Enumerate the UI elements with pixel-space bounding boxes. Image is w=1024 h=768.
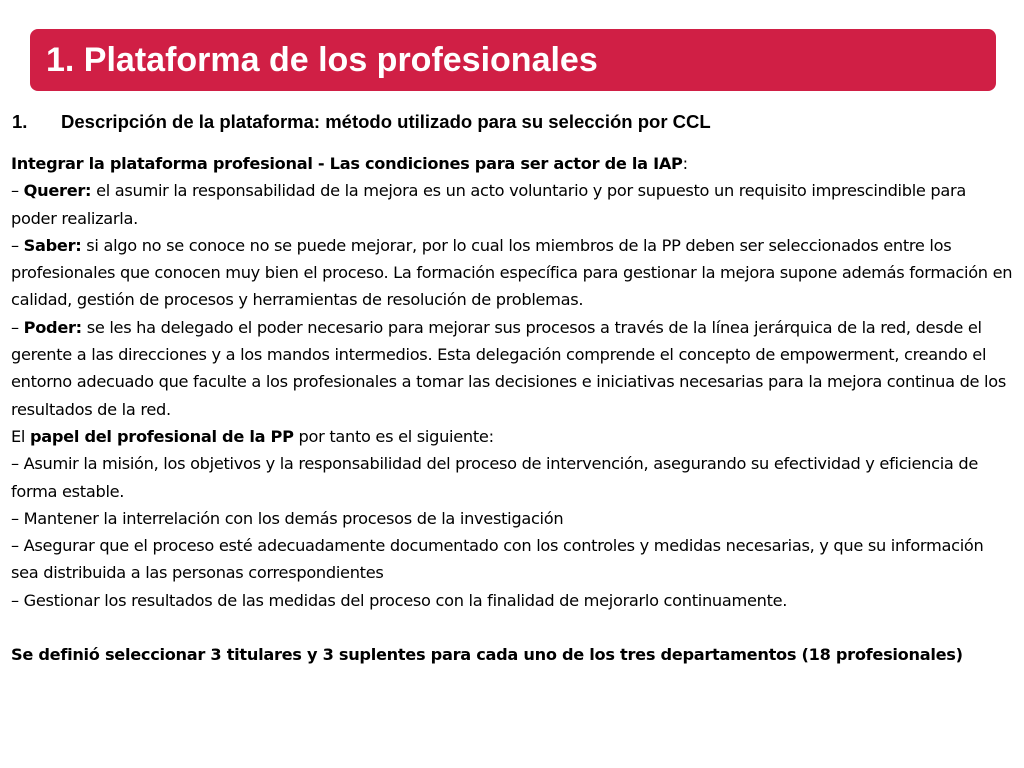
role-item: – Gestionar los resultados de las medidas del proceso con la finalidad de mejorarlo continuamente. — [11, 590, 788, 610]
condition-poder — [11, 314, 1015, 423]
intro-bold: Integrar la plataforma profesional - Las condiciones para ser actor de la IAP — [11, 154, 683, 173]
conclusion-text: Se definió seleccionar 3 titulares y 3 suplentes para cada uno de los tres departamentos (18 profesionales) — [11, 645, 963, 665]
role-intro — [11, 423, 1015, 450]
intro-tail: : — [682, 154, 688, 173]
intro-paragraph — [11, 150, 1015, 177]
dash: – — [11, 317, 24, 337]
role-intro-bold: papel del profesional de la PP — [29, 426, 294, 446]
condition-term: Poder: — [23, 317, 82, 337]
body-text — [11, 150, 1015, 669]
dash: – — [11, 181, 24, 201]
condition-text: el asumir la responsabilidad de la mejora es un acto voluntario y por supuesto un requisito imprescindible para poder realizarla. — [11, 181, 966, 228]
condition-term: Saber: — [23, 235, 82, 255]
role-item: – Asegurar que el proceso esté adecuadamente documentado con los controles y medidas necesarias, y que su información sea distribuida a las personas correspondientes — [11, 536, 984, 583]
role-intro-after: por tanto es el siguiente: — [293, 426, 494, 446]
section-heading — [12, 111, 1012, 133]
spacer — [11, 614, 1015, 641]
role-intro-before: El — [11, 426, 30, 446]
title-bar — [30, 29, 996, 91]
condition-querer — [11, 177, 1015, 232]
condition-term: Querer: — [23, 181, 92, 201]
condition-saber — [11, 232, 1015, 314]
role-item: – Asumir la misión, los objetivos y la responsabilidad del proceso de intervención, asegurando su efectividad y eficiencia de forma estable. — [11, 454, 979, 501]
section-number: 1. — [12, 111, 28, 132]
slide-title: 1. Plataforma de los profesionales — [46, 40, 598, 79]
condition-text: si algo no se conoce no se puede mejorar, por lo cual los miembros de la PP deben ser seleccionados entre los profesionales que conocen muy bien el proceso. La formación específica para gestionar la mejora supone además formación en calidad, gestión de procesos y herramientas de resolución de problemas. — [11, 235, 1013, 310]
role-item: – Mantener la interrelación con los demás procesos de la investigación — [11, 508, 564, 528]
section-heading-text: Descripción de la plataforma: método utilizado para su selección por CCL — [61, 111, 711, 132]
dash: – — [11, 235, 24, 255]
conclusion — [11, 641, 1015, 668]
condition-text: se les ha delegado el poder necesario para mejorar sus procesos a través de la línea jerárquica de la red, desde el gerente a las direcciones y a los mandos intermedios. Esta delegación comprende el concepto de empowerment, creando el entorno adecuado que faculte a los profesionales a tomar las decisiones e iniciativas necesarias para la mejora continua de los resultados de la red. — [11, 317, 1006, 419]
